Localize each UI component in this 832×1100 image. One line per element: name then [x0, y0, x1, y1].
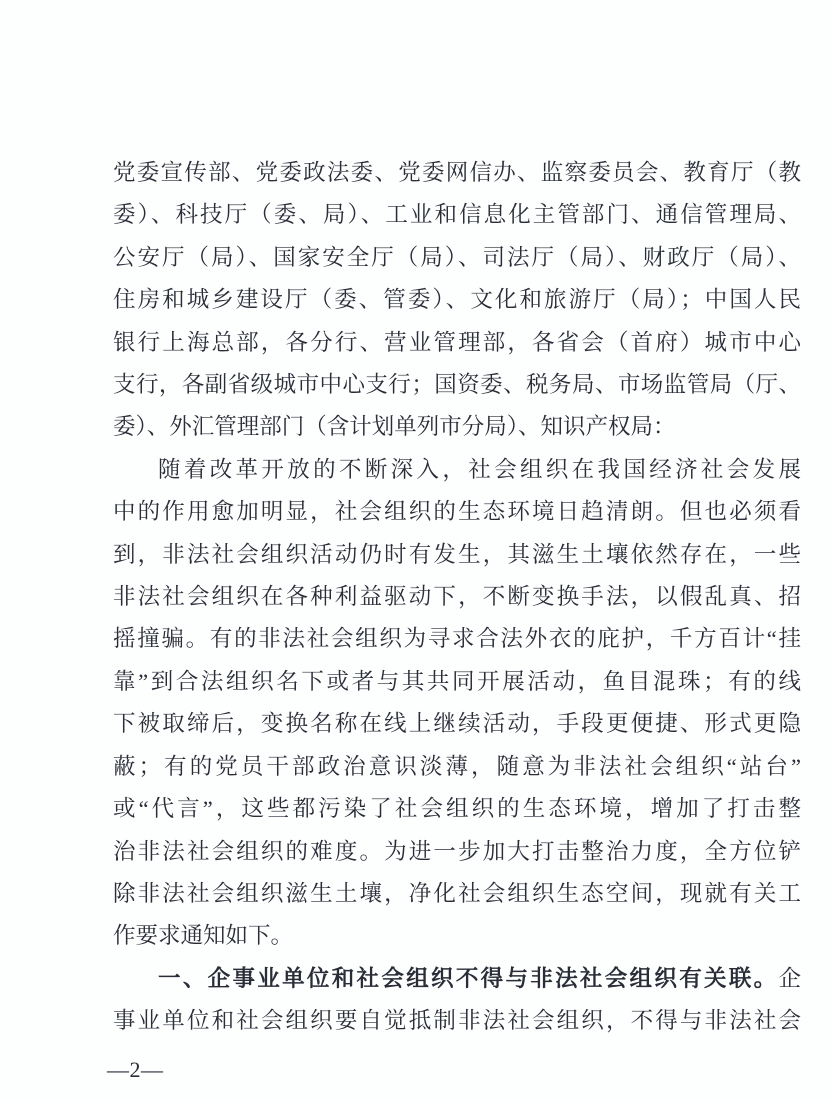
- recipient-line: 委）、科技厅（委、局）、工业和信息化主管部门、通信管理局、: [113, 202, 801, 228]
- section-1: [113, 958, 801, 1043]
- section-1-body-start: 企: [778, 965, 801, 991]
- intro-line-last: 作要求通知如下。: [113, 923, 294, 949]
- section-1-heading: 一、企事业单位和社会组织不得与非法社会组织有关联。: [158, 965, 779, 991]
- recipient-line: 银行上海总部，各分行、营业管理部，各省会（首府）城市中心: [113, 329, 801, 355]
- intro-line: 下被取缔后，变换名称在线上继续活动，手段更便捷、形式更隐: [113, 711, 801, 737]
- recipient-line: 公安厅（局）、国家安全厅（局）、司法厅（局）、财政厅（局）、: [113, 244, 801, 270]
- page-number: —2—: [107, 1057, 164, 1082]
- intro-line: 除非法社会组织滋生土壤，净化社会组织生态空间，现就有关工: [113, 880, 801, 906]
- recipient-line: 住房和城乡建设厅（委、管委）、文化和旅游厅（局）；中国人民: [113, 287, 801, 313]
- section-1-heading-line: [113, 958, 801, 1000]
- intro-line: 中的作用愈加明显，社会组织的生态环境日趋清朗。但也必须看: [113, 499, 801, 525]
- section-1-line: 事业单位和社会组织要自觉抵制非法社会组织，不得与非法社会: [113, 1008, 801, 1034]
- intro-line: 随着改革开放的不断深入，社会组织在我国经济社会发展: [158, 456, 801, 482]
- recipient-line: 党委宣传部、党委政法委、党委网信办、监察委员会、教育厅（教: [113, 160, 801, 185]
- intro-paragraph: [113, 449, 801, 958]
- intro-line: 非法社会组织在各种利益驱动下，不断变换手法，以假乱真、招: [113, 584, 801, 610]
- intro-line: 或“代言”，这些都污染了社会组织的生态环境，增加了打击整: [113, 796, 801, 822]
- intro-line: 治非法社会组织的难度。为进一步加大打击整治力度，全方位铲: [113, 838, 801, 864]
- intro-line: 靠”到合法组织名下或者与其共同开展活动，鱼目混珠；有的线: [113, 668, 801, 694]
- intro-line: 到，非法社会组织活动仍时有发生，其滋生土壤依然存在，一些: [113, 541, 801, 567]
- recipient-list: [113, 152, 801, 449]
- recipient-line: 支行，各副省级城市中心支行；国资委、税务局、市场监管局（厅、: [113, 372, 801, 398]
- intro-line: 摇撞骗。有的非法社会组织为寻求合法外衣的庇护，千方百计“挂: [113, 626, 801, 652]
- document-body: [113, 152, 801, 1043]
- recipient-line-last: 委）、外汇管理部门（含计划单列市分局）、知识产权局：: [113, 414, 676, 440]
- intro-line: 蔽；有的党员干部政治意识淡薄，随意为非法社会组织“站台”: [113, 753, 801, 779]
